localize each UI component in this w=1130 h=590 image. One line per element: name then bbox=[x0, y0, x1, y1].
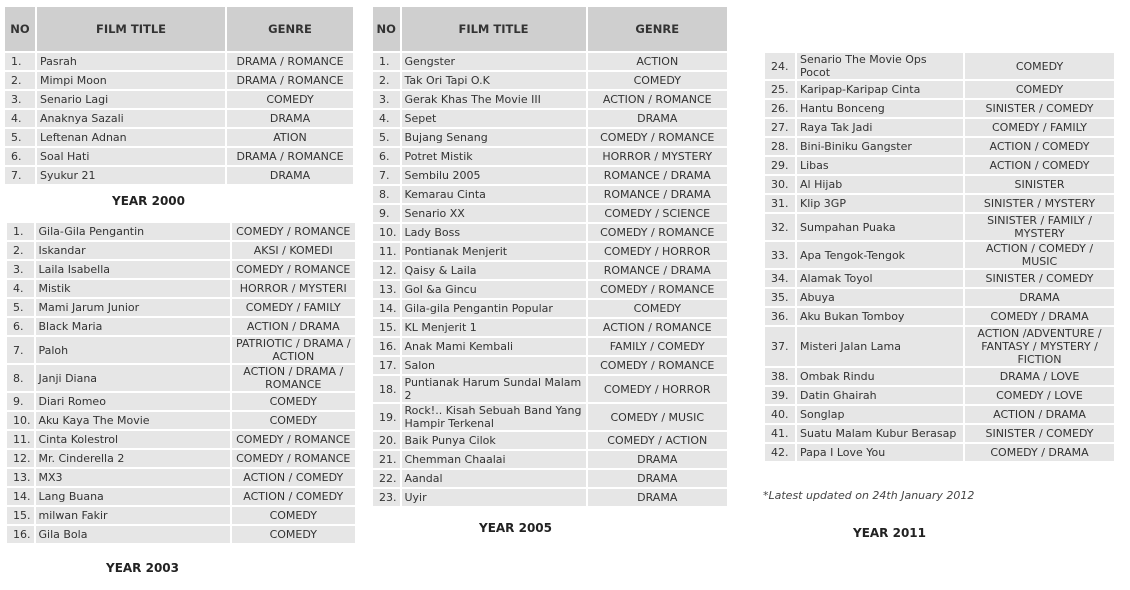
row-number: 20. bbox=[373, 432, 400, 449]
genre: ROMANCE / DRAMA bbox=[588, 262, 728, 279]
table-row bbox=[5, 167, 353, 184]
film-title: Mistik bbox=[36, 280, 230, 297]
genre: ROMANCE / DRAMA bbox=[588, 167, 728, 184]
table-row bbox=[7, 469, 355, 486]
row-number: 6. bbox=[373, 148, 400, 165]
table-row bbox=[7, 412, 355, 429]
genre: COMEDY bbox=[965, 81, 1114, 98]
genre: COMEDY bbox=[232, 393, 356, 410]
film-title: Puntianak Harum Sundal Malam 2 bbox=[402, 376, 586, 402]
table-row bbox=[765, 119, 1114, 136]
table-year-2003 bbox=[5, 221, 357, 545]
row-number: 16. bbox=[373, 338, 400, 355]
header-genre: GENRE bbox=[588, 7, 728, 51]
row-number: 16. bbox=[7, 526, 34, 543]
row-number: 5. bbox=[5, 129, 35, 146]
table-row bbox=[373, 224, 727, 241]
genre: COMEDY bbox=[232, 507, 356, 524]
film-title: Abuya bbox=[797, 289, 963, 306]
genre: SINISTER / MYSTERY bbox=[965, 195, 1114, 212]
film-title: Mr. Cinderella 2 bbox=[36, 450, 230, 467]
row-number: 4. bbox=[5, 110, 35, 127]
film-title: Anaknya Sazali bbox=[37, 110, 225, 127]
table-row bbox=[5, 91, 353, 108]
table-row bbox=[7, 393, 355, 410]
row-number: 6. bbox=[5, 148, 35, 165]
film-title: Datin Ghairah bbox=[797, 387, 963, 404]
film-title: Gila-Gila Pengantin bbox=[36, 223, 230, 240]
row-number: 7. bbox=[373, 167, 400, 184]
table-row bbox=[373, 129, 727, 146]
table-row bbox=[373, 357, 727, 374]
table-row bbox=[373, 281, 727, 298]
header-film-title: FILM TITLE bbox=[402, 7, 586, 51]
genre: DRAMA bbox=[588, 451, 728, 468]
genre: ACTION / COMEDY / MUSIC bbox=[965, 242, 1114, 268]
genre: SINISTER / COMEDY bbox=[965, 100, 1114, 117]
row-number: 34. bbox=[765, 270, 795, 287]
caption-year-2005: YEAR 2005 bbox=[479, 521, 552, 535]
genre: COMEDY / FAMILY bbox=[232, 299, 356, 316]
table-row bbox=[5, 53, 353, 70]
table-row bbox=[7, 431, 355, 448]
row-number: 7. bbox=[7, 337, 34, 363]
film-title: Bini-Biniku Gangster bbox=[797, 138, 963, 155]
row-number: 39. bbox=[765, 387, 795, 404]
row-number: 40. bbox=[765, 406, 795, 423]
table-row bbox=[765, 81, 1114, 98]
table-row bbox=[373, 376, 727, 402]
row-number: 11. bbox=[7, 431, 34, 448]
genre: COMEDY bbox=[227, 91, 353, 108]
genre: COMEDY / ROMANCE bbox=[588, 357, 728, 374]
row-number: 29. bbox=[765, 157, 795, 174]
header-no: NO bbox=[373, 7, 400, 51]
film-title: Potret Mistik bbox=[402, 148, 586, 165]
table-row bbox=[5, 129, 353, 146]
table-row bbox=[373, 72, 727, 89]
genre: AKSI / KOMEDI bbox=[232, 242, 356, 259]
genre: ACTION / DRAMA bbox=[232, 318, 356, 335]
film-title: Raya Tak Jadi bbox=[797, 119, 963, 136]
row-number: 23. bbox=[373, 489, 400, 506]
film-title: Gila Bola bbox=[36, 526, 230, 543]
table-row bbox=[373, 404, 727, 430]
row-number: 41. bbox=[765, 425, 795, 442]
table-row bbox=[765, 387, 1114, 404]
row-number: 35. bbox=[765, 289, 795, 306]
genre: FAMILY / COMEDY bbox=[588, 338, 728, 355]
row-number: 27. bbox=[765, 119, 795, 136]
header-genre: GENRE bbox=[227, 7, 353, 51]
genre: PATRIOTIC / DRAMA / ACTION bbox=[232, 337, 356, 363]
row-number: 12. bbox=[373, 262, 400, 279]
genre: COMEDY / ROMANCE bbox=[232, 261, 356, 278]
film-title: MX3 bbox=[36, 469, 230, 486]
film-title: Soal Hati bbox=[37, 148, 225, 165]
row-number: 25. bbox=[765, 81, 795, 98]
table-row bbox=[373, 489, 727, 506]
film-title: Libas bbox=[797, 157, 963, 174]
row-number: 3. bbox=[373, 91, 400, 108]
genre: ACTION / COMEDY bbox=[965, 138, 1114, 155]
genre: COMEDY / FAMILY bbox=[965, 119, 1114, 136]
row-number: 13. bbox=[373, 281, 400, 298]
genre: COMEDY / HORROR bbox=[588, 243, 728, 260]
genre: COMEDY / MUSIC bbox=[588, 404, 728, 430]
film-title: Al Hijab bbox=[797, 176, 963, 193]
genre: ACTION / ROMANCE bbox=[588, 91, 728, 108]
film-title: Senario The Movie Ops Pocot bbox=[797, 53, 963, 79]
genre: ACTION / COMEDY bbox=[965, 157, 1114, 174]
row-number: 9. bbox=[373, 205, 400, 222]
genre: ACTION / COMEDY bbox=[232, 488, 356, 505]
film-title: Iskandar bbox=[36, 242, 230, 259]
row-number: 4. bbox=[373, 110, 400, 127]
row-number: 42. bbox=[765, 444, 795, 461]
table-row bbox=[765, 444, 1114, 461]
film-title: Suatu Malam Kubur Berasap bbox=[797, 425, 963, 442]
table-row bbox=[373, 338, 727, 355]
film-title: Aku Kaya The Movie bbox=[36, 412, 230, 429]
table-row bbox=[373, 91, 727, 108]
row-number: 10. bbox=[7, 412, 34, 429]
table-row bbox=[7, 337, 355, 363]
genre: COMEDY / ACTION bbox=[588, 432, 728, 449]
row-number: 14. bbox=[373, 300, 400, 317]
genre: COMEDY / ROMANCE bbox=[232, 450, 356, 467]
table-row bbox=[373, 451, 727, 468]
caption-year-2003: YEAR 2003 bbox=[106, 561, 179, 575]
table-row bbox=[7, 365, 355, 391]
film-title: Cinta Kolestrol bbox=[36, 431, 230, 448]
genre: ACTION / DRAMA / ROMANCE bbox=[232, 365, 356, 391]
row-number: 33. bbox=[765, 242, 795, 268]
table-row bbox=[765, 176, 1114, 193]
caption-year-2011: YEAR 2011 bbox=[853, 526, 926, 540]
genre: DRAMA bbox=[965, 289, 1114, 306]
row-number: 30. bbox=[765, 176, 795, 193]
row-number: 4. bbox=[7, 280, 34, 297]
table-row bbox=[7, 299, 355, 316]
film-title: Qaisy & Laila bbox=[402, 262, 586, 279]
row-number: 31. bbox=[765, 195, 795, 212]
row-number: 10. bbox=[373, 224, 400, 241]
film-title: Misteri Jalan Lama bbox=[797, 327, 963, 366]
genre: ACTION / COMEDY bbox=[232, 469, 356, 486]
caption-year-2000: YEAR 2000 bbox=[112, 194, 185, 208]
table-row bbox=[5, 110, 353, 127]
genre: DRAMA / ROMANCE bbox=[227, 53, 353, 70]
row-number: 38. bbox=[765, 368, 795, 385]
film-title: Pasrah bbox=[37, 53, 225, 70]
genre: DRAMA bbox=[227, 110, 353, 127]
table-year-2000 bbox=[3, 5, 355, 186]
table-row bbox=[373, 53, 727, 70]
row-number: 1. bbox=[373, 53, 400, 70]
row-number: 2. bbox=[5, 72, 35, 89]
film-title: Gerak Khas The Movie III bbox=[402, 91, 586, 108]
table-row bbox=[765, 53, 1114, 79]
film-title: Songlap bbox=[797, 406, 963, 423]
genre: ACTION / DRAMA bbox=[965, 406, 1114, 423]
film-title: Hantu Bonceng bbox=[797, 100, 963, 117]
film-title: Leftenan Adnan bbox=[37, 129, 225, 146]
row-number: 5. bbox=[373, 129, 400, 146]
table-row bbox=[765, 195, 1114, 212]
row-number: 2. bbox=[373, 72, 400, 89]
film-title: Senario Lagi bbox=[37, 91, 225, 108]
genre: COMEDY / ROMANCE bbox=[588, 224, 728, 241]
film-title: Papa I Love You bbox=[797, 444, 963, 461]
genre: ACTION / ROMANCE bbox=[588, 319, 728, 336]
table-row bbox=[765, 100, 1114, 117]
row-number: 3. bbox=[7, 261, 34, 278]
header-no: NO bbox=[5, 7, 35, 51]
film-title: Lady Boss bbox=[402, 224, 586, 241]
table-row bbox=[373, 319, 727, 336]
genre: ROMANCE / DRAMA bbox=[588, 186, 728, 203]
row-number: 19. bbox=[373, 404, 400, 430]
genre: DRAMA bbox=[227, 167, 353, 184]
film-title: Gol &a Gincu bbox=[402, 281, 586, 298]
film-title: Rock!.. Kisah Sebuah Band Yang Hampir Terkenal bbox=[402, 404, 586, 430]
row-number: 9. bbox=[7, 393, 34, 410]
row-number: 14. bbox=[7, 488, 34, 505]
row-number: 17. bbox=[373, 357, 400, 374]
table-row bbox=[373, 470, 727, 487]
table-row bbox=[765, 157, 1114, 174]
film-title: Paloh bbox=[36, 337, 230, 363]
table-year-2005 bbox=[371, 5, 729, 508]
film-title: Black Maria bbox=[36, 318, 230, 335]
genre: HORROR / MYSTERY bbox=[588, 148, 728, 165]
table-row bbox=[7, 280, 355, 297]
genre: COMEDY bbox=[232, 526, 356, 543]
table-row bbox=[765, 214, 1114, 240]
film-title: Mami Jarum Junior bbox=[36, 299, 230, 316]
row-number: 26. bbox=[765, 100, 795, 117]
genre: SINISTER bbox=[965, 176, 1114, 193]
table-row bbox=[765, 138, 1114, 155]
table-row bbox=[373, 243, 727, 260]
genre: SINISTER / COMEDY bbox=[965, 270, 1114, 287]
row-number: 1. bbox=[7, 223, 34, 240]
film-title: Sepet bbox=[402, 110, 586, 127]
film-title: Aku Bukan Tomboy bbox=[797, 308, 963, 325]
film-title: Lang Buana bbox=[36, 488, 230, 505]
film-title: Klip 3GP bbox=[797, 195, 963, 212]
table-row bbox=[7, 450, 355, 467]
film-title: Pontianak Menjerit bbox=[402, 243, 586, 260]
row-number: 11. bbox=[373, 243, 400, 260]
genre: COMEDY / ROMANCE bbox=[232, 431, 356, 448]
genre: COMEDY / HORROR bbox=[588, 376, 728, 402]
genre: DRAMA / ROMANCE bbox=[227, 148, 353, 165]
row-number: 7. bbox=[5, 167, 35, 184]
table-row bbox=[373, 167, 727, 184]
genre: COMEDY / DRAMA bbox=[965, 444, 1114, 461]
genre: DRAMA bbox=[588, 470, 728, 487]
table-row bbox=[373, 300, 727, 317]
genre: ATION bbox=[227, 129, 353, 146]
film-title: Salon bbox=[402, 357, 586, 374]
film-title: Tak Ori Tapi O.K bbox=[402, 72, 586, 89]
row-number: 18. bbox=[373, 376, 400, 402]
film-title: Mimpi Moon bbox=[37, 72, 225, 89]
header-film-title: FILM TITLE bbox=[37, 7, 225, 51]
genre: COMEDY / LOVE bbox=[965, 387, 1114, 404]
row-number: 36. bbox=[765, 308, 795, 325]
film-title: Bujang Senang bbox=[402, 129, 586, 146]
table-row bbox=[765, 425, 1114, 442]
table-row bbox=[7, 223, 355, 240]
row-number: 37. bbox=[765, 327, 795, 366]
film-title: KL Menjerit 1 bbox=[402, 319, 586, 336]
film-title: Kemarau Cinta bbox=[402, 186, 586, 203]
table-row bbox=[765, 289, 1114, 306]
row-number: 21. bbox=[373, 451, 400, 468]
table-row bbox=[7, 261, 355, 278]
table-row bbox=[765, 270, 1114, 287]
table-row bbox=[373, 205, 727, 222]
table-row bbox=[373, 432, 727, 449]
table-row bbox=[5, 148, 353, 165]
table-row bbox=[7, 242, 355, 259]
genre: DRAMA bbox=[588, 110, 728, 127]
table-row bbox=[765, 308, 1114, 325]
table-year-2011 bbox=[763, 51, 1116, 463]
table-row bbox=[373, 110, 727, 127]
row-number: 32. bbox=[765, 214, 795, 240]
genre: SINISTER / COMEDY bbox=[965, 425, 1114, 442]
film-title: Ombak Rindu bbox=[797, 368, 963, 385]
film-title: Apa Tengok-Tengok bbox=[797, 242, 963, 268]
genre: DRAMA bbox=[588, 489, 728, 506]
table-row bbox=[7, 488, 355, 505]
row-number: 3. bbox=[5, 91, 35, 108]
table-row bbox=[7, 526, 355, 543]
row-number: 8. bbox=[373, 186, 400, 203]
table-row bbox=[373, 262, 727, 279]
row-number: 13. bbox=[7, 469, 34, 486]
row-number: 2. bbox=[7, 242, 34, 259]
genre: COMEDY / DRAMA bbox=[965, 308, 1114, 325]
genre: COMEDY / ROMANCE bbox=[232, 223, 356, 240]
row-number: 12. bbox=[7, 450, 34, 467]
film-title: Anak Mami Kembali bbox=[402, 338, 586, 355]
table-row bbox=[765, 368, 1114, 385]
row-number: 6. bbox=[7, 318, 34, 335]
row-number: 22. bbox=[373, 470, 400, 487]
genre: ACTION bbox=[588, 53, 728, 70]
table-row bbox=[7, 507, 355, 524]
last-updated-note: *Latest updated on 24th January 2012 bbox=[763, 489, 975, 502]
genre: COMEDY / ROMANCE bbox=[588, 129, 728, 146]
row-number: 8. bbox=[7, 365, 34, 391]
film-title: Gengster bbox=[402, 53, 586, 70]
row-number: 1. bbox=[5, 53, 35, 70]
table-row bbox=[765, 242, 1114, 268]
film-title: Chemman Chaalai bbox=[402, 451, 586, 468]
genre: COMEDY bbox=[588, 300, 728, 317]
row-number: 15. bbox=[7, 507, 34, 524]
film-title: milwan Fakir bbox=[36, 507, 230, 524]
film-title: Sumpahan Puaka bbox=[797, 214, 963, 240]
film-title: Janji Diana bbox=[36, 365, 230, 391]
table-row bbox=[5, 72, 353, 89]
film-title: Diari Romeo bbox=[36, 393, 230, 410]
genre: COMEDY / ROMANCE bbox=[588, 281, 728, 298]
film-title: Karipap-Karipap Cinta bbox=[797, 81, 963, 98]
film-title: Laila Isabella bbox=[36, 261, 230, 278]
genre: DRAMA / ROMANCE bbox=[227, 72, 353, 89]
film-title: Baik Punya Cilok bbox=[402, 432, 586, 449]
table-row bbox=[765, 327, 1114, 366]
genre: COMEDY / SCIENCE bbox=[588, 205, 728, 222]
row-number: 5. bbox=[7, 299, 34, 316]
row-number: 24. bbox=[765, 53, 795, 79]
genre: COMEDY bbox=[965, 53, 1114, 79]
genre: DRAMA / LOVE bbox=[965, 368, 1114, 385]
film-title: Alamak Toyol bbox=[797, 270, 963, 287]
film-title: Gila-gila Pengantin Popular bbox=[402, 300, 586, 317]
genre: COMEDY bbox=[588, 72, 728, 89]
film-title: Sembilu 2005 bbox=[402, 167, 586, 184]
film-title: Syukur 21 bbox=[37, 167, 225, 184]
table-row bbox=[7, 318, 355, 335]
table-row bbox=[765, 406, 1114, 423]
row-number: 15. bbox=[373, 319, 400, 336]
table-row bbox=[373, 148, 727, 165]
genre: ACTION /ADVENTURE / FANTASY / MYSTERY / FICTION bbox=[965, 327, 1114, 366]
genre: HORROR / MYSTERI bbox=[232, 280, 356, 297]
film-title: Aandal bbox=[402, 470, 586, 487]
film-title: Uyir bbox=[402, 489, 586, 506]
table-row bbox=[373, 186, 727, 203]
genre: COMEDY bbox=[232, 412, 356, 429]
genre: SINISTER / FAMILY / MYSTERY bbox=[965, 214, 1114, 240]
row-number: 28. bbox=[765, 138, 795, 155]
film-title: Senario XX bbox=[402, 205, 586, 222]
